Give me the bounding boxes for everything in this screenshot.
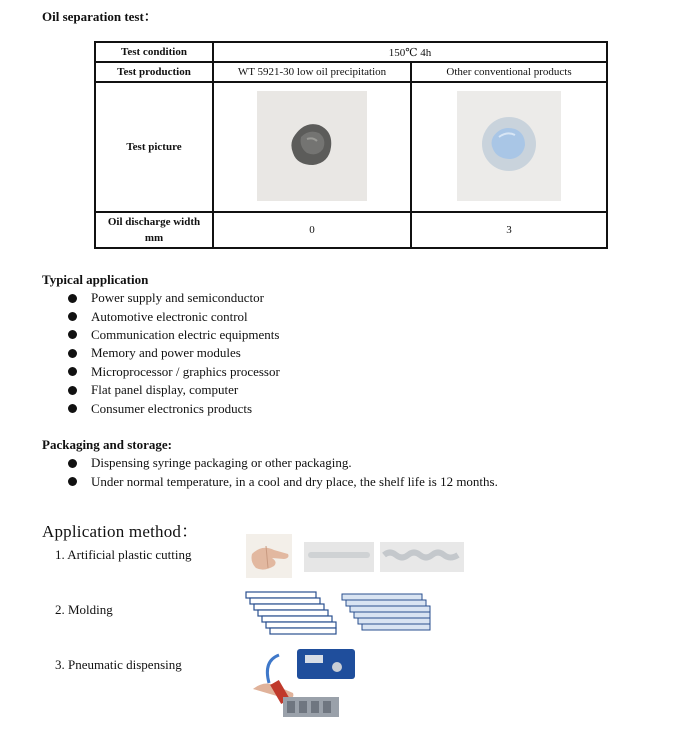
list-item xyxy=(68,289,280,307)
packaging-heading: Packaging and storage: xyxy=(42,437,172,452)
method-step-3: 3. Pneumatic dispensing xyxy=(55,657,182,672)
list-item-text: Consumer electronics products xyxy=(91,400,253,416)
oil-width-value-b: 3 xyxy=(411,212,607,248)
oil-width-value-a: 0 xyxy=(213,212,411,248)
bullet-icon xyxy=(68,367,77,376)
list-item-text: Flat panel display, computer xyxy=(91,382,239,398)
test-condition-value: 150℃ 4h xyxy=(213,42,607,62)
test-picture-a xyxy=(213,82,411,212)
bullet-icon xyxy=(68,294,77,303)
list-item xyxy=(68,326,280,344)
list-item-text: Dispensing syringe packaging or other packaging. xyxy=(91,455,352,471)
molding-photo xyxy=(244,590,434,638)
product-a-name: WT 5921-30 low oil precipitation xyxy=(213,62,411,82)
bullet-icon xyxy=(68,386,77,395)
cutting-photo xyxy=(244,532,466,582)
bullet-icon xyxy=(68,459,77,468)
list-item-text: Communication electric equipments xyxy=(91,326,280,342)
test-production-label: Test production xyxy=(95,62,213,82)
list-item-text: Memory and power modules xyxy=(91,345,241,361)
typical-application-heading: Typical application xyxy=(42,272,149,287)
bullet-icon xyxy=(68,404,77,413)
list-item xyxy=(68,399,280,417)
oil-width-label xyxy=(95,212,213,248)
dispensing-photo xyxy=(249,645,361,723)
bullet-icon xyxy=(68,349,77,358)
list-item xyxy=(68,381,280,399)
list-item xyxy=(68,472,498,490)
list-item-text: Microprocessor / graphics processor xyxy=(91,363,280,379)
oil-width-label-line2: mm xyxy=(144,232,164,244)
test-condition-label: Test condition xyxy=(95,42,213,62)
list-item xyxy=(68,454,498,472)
oil-test-heading: Oil separation test： xyxy=(42,9,157,24)
oil-width-label-line1: Oil discharge width xyxy=(107,216,201,228)
method-step-1: 1. Artificial plastic cutting xyxy=(55,547,192,562)
list-item xyxy=(68,307,280,325)
oil-test-table xyxy=(94,41,608,249)
test-picture-label: Test picture xyxy=(95,82,213,212)
list-item xyxy=(68,344,280,362)
test-picture-b xyxy=(411,82,607,212)
packaging-list xyxy=(68,454,498,491)
list-item xyxy=(68,363,280,381)
bullet-icon xyxy=(68,312,77,321)
product-b-name: Other conventional products xyxy=(411,62,607,82)
list-item-text: Power supply and semiconductor xyxy=(91,290,264,306)
gray-blob-photo xyxy=(257,91,367,201)
bullet-icon xyxy=(68,330,77,339)
typical-application-list xyxy=(68,289,280,418)
method-step-2: 2. Molding xyxy=(55,602,113,617)
list-item-text: Automotive electronic control xyxy=(91,308,248,324)
list-item-text: Under normal temperature, in a cool and dry place, the shelf life is 12 months. xyxy=(91,473,498,489)
application-method-heading: Application method： xyxy=(42,522,199,541)
bullet-icon xyxy=(68,477,77,486)
blue-blob-photo xyxy=(457,91,561,201)
